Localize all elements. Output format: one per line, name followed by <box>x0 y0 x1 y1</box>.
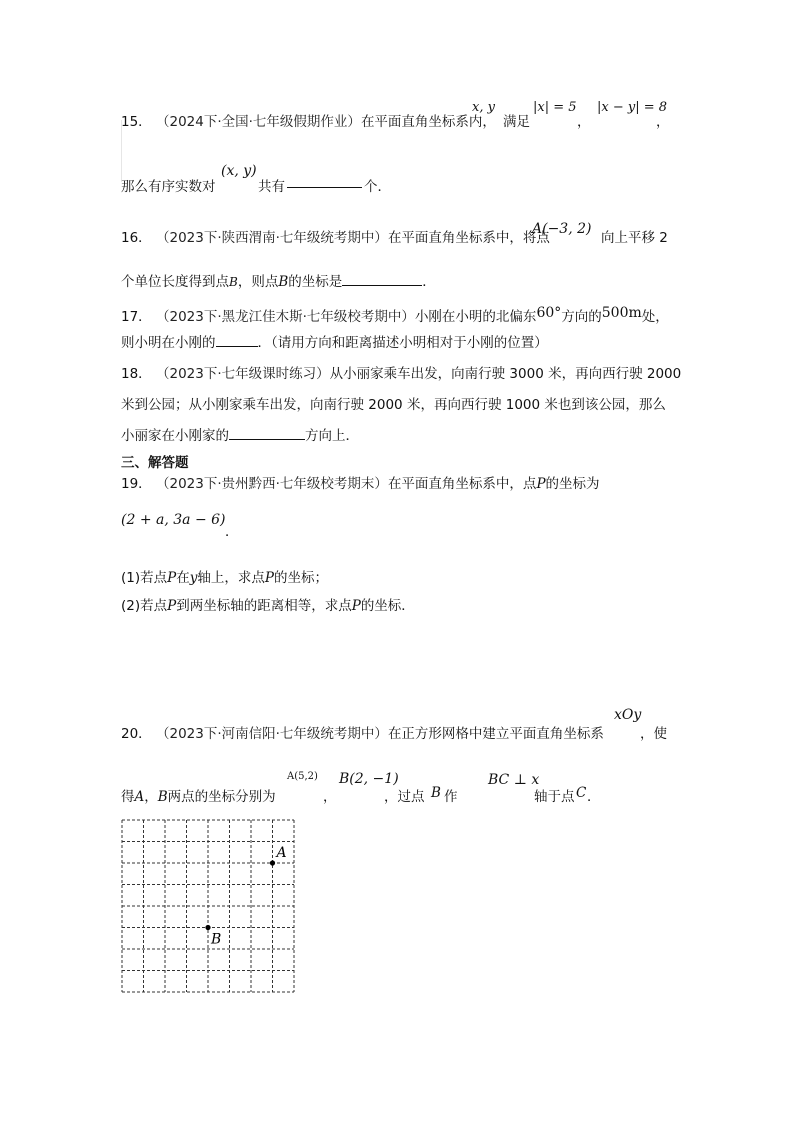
question-text: 若点 <box>140 570 168 586</box>
grid-svg <box>121 819 295 993</box>
q20-line2 <box>121 785 276 805</box>
math-point-label: P <box>351 598 361 614</box>
question-number: 17． <box>121 309 152 325</box>
question-number: 18． <box>121 366 152 382</box>
question-text: 小丽家在小刚家的 <box>121 428 229 444</box>
punctuation: ， <box>144 789 158 805</box>
question-text: 的坐标； <box>273 570 328 586</box>
math-coordinate-a: A(5,2) <box>287 771 318 782</box>
math-point-label: A <box>134 789 145 805</box>
part-label: (2) <box>121 598 141 614</box>
question-text: 作 <box>444 789 458 805</box>
question-text: 则小明在小刚的 <box>121 335 216 351</box>
math-point-label: B <box>431 785 441 801</box>
q15-line2 <box>121 175 216 195</box>
question-text: 在正方形网格中建立平面直角坐标系 <box>387 726 604 742</box>
question-text: 在平面直角坐标系内， <box>360 114 496 130</box>
question-text: 个单位长度得到点 <box>121 274 229 290</box>
part-label: (1) <box>121 570 141 586</box>
question-text: 两点的坐标分别为 <box>167 789 276 805</box>
question-source: （2023下·河南信阳·七年级统考期中） <box>155 726 388 742</box>
q19-line1 <box>121 472 600 492</box>
question-source: （2023下·陕西渭南·七年级统考期中） <box>155 230 388 246</box>
answer-blank[interactable] <box>287 175 362 188</box>
math-point-label: P <box>167 570 177 586</box>
math-coordinate-b: B(2, −1) <box>339 771 399 787</box>
question-text: 到两坐标轴的距离相等，求点 <box>176 598 352 614</box>
math-angle: 60° <box>536 305 562 321</box>
question-text: 处， <box>641 309 669 325</box>
question-number: 16． <box>121 230 152 246</box>
question-text: 若点 <box>140 598 168 614</box>
math-var: y <box>189 570 198 586</box>
math-point-label: C <box>576 785 587 801</box>
question-number: 20． <box>121 726 152 742</box>
question-text: ，则点 <box>237 274 279 290</box>
q16-line2 <box>121 270 436 290</box>
q20-line1 <box>121 722 604 742</box>
answer-blank[interactable] <box>216 334 258 347</box>
math-point-label: P <box>264 570 274 586</box>
question-number: 19． <box>121 476 152 492</box>
math-condition-1: |x| = 5 <box>533 100 577 115</box>
question-text: 方向的 <box>561 309 602 325</box>
coordinate-grid-figure <box>121 819 295 993</box>
question-source: （2023下·七年级课时练习） <box>155 366 330 382</box>
punctuation: ， <box>323 789 337 805</box>
math-point-label: B <box>157 789 168 805</box>
question-text: 个． <box>364 179 391 195</box>
question-text: 轴于点 <box>534 789 575 805</box>
question-text: 的坐标是 <box>288 274 343 290</box>
math-point-label: P <box>167 598 177 614</box>
question-text: 在平面直角坐标系中，点 <box>387 476 537 492</box>
q16-line1 <box>121 226 550 246</box>
question-text: 向上平移 2 <box>601 230 668 246</box>
question-text: ，过点 <box>384 789 425 805</box>
question-text: 那么有序实数对 <box>121 179 216 195</box>
grid-point-label-a: A <box>276 845 287 861</box>
question-text: 轴上，求点 <box>197 570 265 586</box>
punctuation: ． <box>587 789 601 805</box>
question-number: 15． <box>121 114 152 130</box>
q17-line1 <box>121 305 669 325</box>
math-perpendicular: BC ⊥ x <box>488 772 540 788</box>
q15-line1 <box>121 110 496 130</box>
question-source: （2023下·黑龙江佳木斯·七年级校考期中） <box>155 309 415 325</box>
answer-blank[interactable] <box>229 427 305 440</box>
math-vars: x, y <box>472 100 495 115</box>
punctuation: ， <box>656 114 670 130</box>
math-condition-2: |x − y| = 8 <box>597 100 668 115</box>
punctuation: ， <box>577 114 591 130</box>
question-text: 在平面直角坐标系中，将点 <box>387 230 550 246</box>
question-text: ，使 <box>640 726 667 742</box>
question-text: 在 <box>176 570 190 586</box>
q18-line1 <box>121 362 681 382</box>
grid-point-a <box>270 860 275 865</box>
q18-line2 <box>121 393 666 413</box>
q17-line2 <box>121 331 548 351</box>
question-source: （2023下·贵州黔西·七年级校考期末） <box>155 476 388 492</box>
question-text: 得 <box>121 789 135 805</box>
punctuation: ． <box>225 524 239 540</box>
question-text: 满足 <box>503 114 530 130</box>
math-distance: 500m <box>601 305 642 321</box>
question-text: 的坐标． <box>360 598 415 614</box>
math-point-label: B <box>229 275 238 289</box>
question-source: （2024下·全国·七年级假期作业） <box>155 114 361 130</box>
grid-point-label-b: B <box>211 931 222 948</box>
q18-line3 <box>121 424 359 444</box>
math-pair: (x, y) <box>221 163 257 179</box>
question-text: 米到公园；从小刚家乘车出发，向南行驶 2000 米，再向西行驶 1000 米也到该公园，那么 <box>121 397 666 413</box>
math-point: A(−3, 2) <box>532 221 592 237</box>
math-point-label: P <box>536 476 546 492</box>
answer-blank[interactable] <box>342 273 422 286</box>
question-text: 共有 <box>258 179 285 195</box>
section-title: 三、解答题 <box>121 455 189 471</box>
math-system: xOy <box>614 707 642 723</box>
question-text: 小刚在小明的北偏东 <box>414 309 537 325</box>
math-coordinate: (2 + a, 3a − 6) <box>121 512 226 528</box>
question-text: ．（请用方向和距离描述小明相对于小刚的位置） <box>257 335 548 351</box>
grid-point-b <box>205 925 210 930</box>
question-text: 方向上． <box>305 428 359 444</box>
math-point-label: B <box>278 274 289 290</box>
q19-part1 <box>121 566 328 586</box>
section-heading <box>121 451 189 471</box>
question-text: 从小丽家乘车出发，向南行驶 3000 米，再向西行驶 2000 <box>329 366 682 382</box>
question-text: 的坐标为 <box>545 476 600 492</box>
q19-part2 <box>121 594 415 614</box>
question-text: ． <box>422 274 436 290</box>
